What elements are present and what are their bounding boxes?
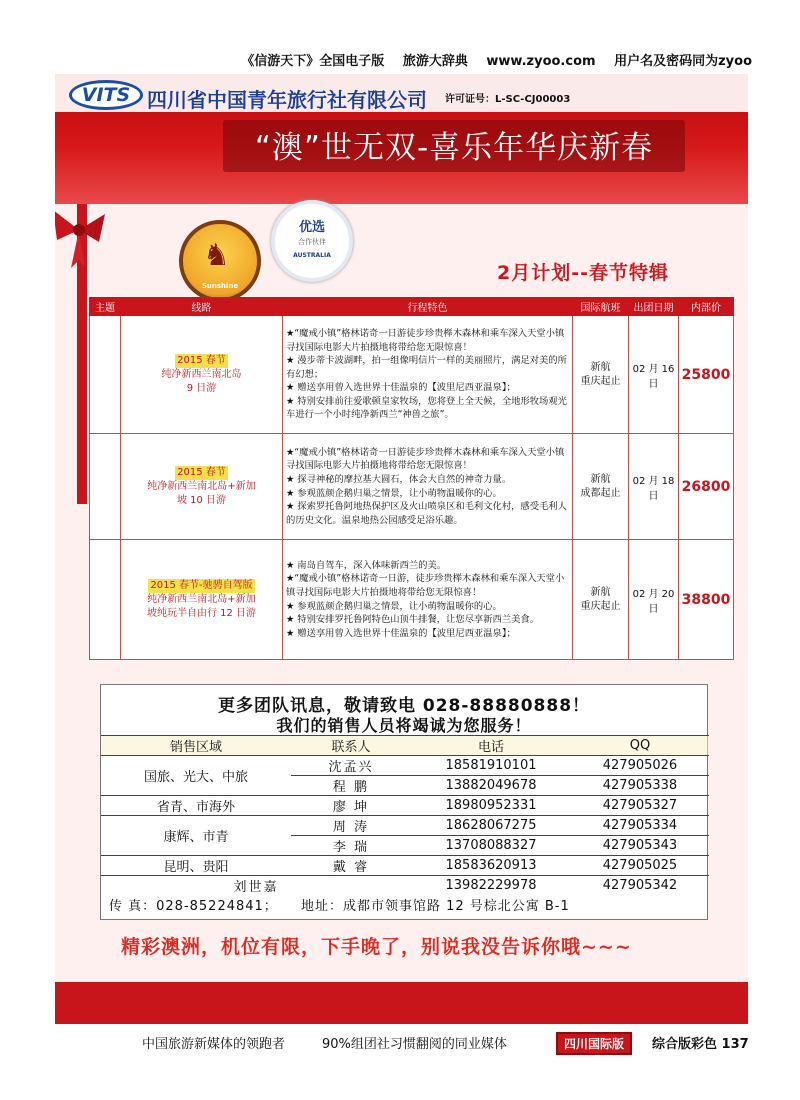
fax-address-line — [109, 895, 570, 914]
col-qq: QQ — [571, 736, 709, 756]
website-link[interactable]: www.zyoo.com — [486, 54, 596, 69]
itinerary-table — [89, 297, 734, 660]
airline-cell — [573, 434, 629, 540]
tagline-leader: 中国旅游新媒体的领跑者 — [142, 1037, 286, 1052]
feature-item: ★ 探寻神秘的摩拉基大圆石，体会大自然的神奇力量。 — [286, 473, 512, 485]
company-name: 四川省中国青年旅行社有限公司 — [147, 88, 427, 112]
feature-item: ★ 特别安排罗托鲁阿特色山顶牛排餐，让您尽享新西兰美食。 — [286, 614, 540, 626]
date-cell: 02 月 16 日 — [629, 316, 679, 434]
contact-qq: 427905334 — [571, 816, 709, 836]
route-line: 坡纯玩半自由行 12 日游 — [146, 607, 257, 619]
kangaroo-icon: ♞ — [203, 238, 230, 273]
contact-phone[interactable]: 18581910101 — [411, 756, 571, 776]
contact-header-row — [101, 736, 709, 756]
contact-qq: 427905327 — [571, 796, 709, 816]
route-cell — [121, 316, 283, 434]
feature-item: ★ 赠送享用曾入选世界十佳温泉的【波里尼西亚温泉】； — [286, 382, 516, 394]
vits-logo: VITS — [69, 80, 143, 110]
route-year: 2015 春节 — [177, 466, 226, 478]
col-date: 出团日期 — [629, 298, 679, 316]
airline-name: 新航 — [590, 473, 611, 485]
tagline-media: 90%组团社习惯翻阅的同业媒体 — [322, 1037, 507, 1052]
contact-qq: 427905343 — [571, 836, 709, 856]
license-number: 许可证号：L-SC-CJ00003 — [445, 94, 571, 105]
feature-item: ★ 探索罗托鲁阿地热保护区及火山喷泉区和毛利文化村，感受毛利人的历史文化。温泉地热公园感受足浴乐趣。 — [286, 501, 567, 526]
page-number: 综合版彩色 137 — [652, 1037, 749, 1052]
contact-phone[interactable]: 18583620913 — [411, 856, 571, 876]
table-row — [101, 816, 709, 836]
col-features: 行程特色 — [283, 298, 573, 316]
contact-qq: 427905025 — [571, 856, 709, 876]
theme-cell — [90, 316, 121, 434]
table-row — [101, 796, 709, 816]
slogan: “澳”世无双-喜乐年华庆新春 — [254, 130, 654, 166]
route-year: 2015 春节 — [177, 354, 226, 366]
sunshine-logo-text: Sunshine — [201, 282, 239, 290]
table-row — [90, 540, 734, 660]
col-region: 销售区域 — [101, 736, 291, 756]
region-cell: 国旅、光大、中旅 — [101, 756, 291, 796]
features-cell — [283, 434, 573, 540]
feature-item: ★ 赠送享用曾入选世界十佳温泉的【波里尼西亚温泉】； — [286, 627, 516, 639]
preferred-partner-logo — [271, 200, 353, 282]
contact-qq: 427905026 — [571, 756, 709, 776]
contact-name: 周 涛 — [291, 816, 411, 836]
col-route: 线路 — [121, 298, 283, 316]
col-theme: 主题 — [90, 298, 121, 316]
itinerary-header-row — [90, 298, 734, 316]
edition-badge: 四川国际版 — [556, 1032, 632, 1055]
col-airline: 国际航班 — [573, 298, 629, 316]
price-cell: 26800 — [679, 434, 734, 540]
airline-route: 成都起止 — [580, 487, 621, 499]
dictionary-label: 旅游大辞典 — [402, 54, 468, 69]
contact-phone[interactable]: 18980952331 — [411, 796, 571, 816]
table-row — [90, 434, 734, 540]
contact-box — [100, 684, 708, 920]
col-phone: 电话 — [411, 736, 571, 756]
route-line: 纯净新西兰南北岛+新加 — [147, 593, 256, 605]
contact-name: 沈孟兴 — [291, 756, 411, 776]
theme-cell — [90, 540, 121, 660]
route-cell — [121, 434, 283, 540]
contact-qq: 427905342 — [571, 876, 709, 896]
partner-logo-australia: AUSTRALIA — [293, 252, 331, 259]
partner-logo-sub: 合作伙伴 — [298, 238, 326, 246]
price-cell: 25800 — [679, 316, 734, 434]
fax-number: 传 真：028-85224841； — [109, 899, 278, 914]
route-year: 2015 春节-驰骋自驾版 — [150, 579, 253, 591]
route-line: 纯净新西兰南北岛+新加 — [147, 480, 256, 492]
contact-phone[interactable]: 13982229978 — [411, 876, 571, 896]
top-header — [0, 50, 800, 72]
table-row — [101, 876, 709, 896]
airline-route: 重庆起止 — [580, 375, 621, 387]
airline-name: 新航 — [590, 586, 611, 598]
col-price: 内部价 — [679, 298, 734, 316]
bow-icon — [55, 200, 109, 270]
route-line: 坡 10 日游 — [176, 494, 227, 506]
sunshine-logo — [179, 220, 261, 302]
airline-cell — [573, 316, 629, 434]
partner-logo-main: 优选 — [298, 220, 325, 235]
login-hint: 用户名及密码同为zyoo — [614, 54, 752, 69]
region-cell: 省青、市海外 — [101, 796, 291, 816]
hotline-heading: 更多团队讯息，敬请致电 028-88880888！ — [217, 696, 591, 716]
contact-qq: 427905338 — [571, 776, 709, 796]
contact-phone[interactable]: 13882049678 — [411, 776, 571, 796]
table-row — [101, 756, 709, 776]
contact-name: 李 瑞 — [291, 836, 411, 856]
contact-phone[interactable]: 13708088327 — [411, 836, 571, 856]
service-heading: 我们的销售人员将竭诚为您服务！ — [276, 716, 532, 735]
route-line: 纯净新西兰南北岛 — [161, 368, 242, 380]
magazine-title: 《信游天下》全国电子版 — [241, 54, 385, 69]
call-to-action: 精彩澳洲，机位有限，下手晚了，别说我没告诉你哦~~~ — [121, 936, 632, 958]
route-line: 9 日游 — [186, 382, 217, 394]
feature-item: ★“魔戒小镇”格林诺奇一日游，徒步珍贵榉木森林和乘车深入天堂小镇寻找国际电影大片拍摄地将带给您无限惊喜！ — [286, 573, 565, 598]
features-cell — [283, 540, 573, 660]
table-row — [90, 316, 734, 434]
region-cell: 康辉、市青 — [101, 816, 291, 856]
airline-cell — [573, 540, 629, 660]
contact-name: 戴 睿 — [291, 856, 411, 876]
footer-band — [55, 982, 748, 1024]
sales-contact-table — [101, 735, 709, 896]
date-cell: 02 月 18 日 — [629, 434, 679, 540]
feature-item: ★ 参观蓝颜企鹅归巢之情景，让小萌物温暖你的心。 — [286, 487, 502, 499]
feature-item: ★ 参观蓝颜企鹅归巢之情景，让小萌物温暖你的心。 — [286, 600, 502, 612]
feature-item: ★ 特别安排前往爱歌顿皇家牧场，您将登上全天候，全地形牧场观光车进行一个小时纯净新西兰“神兽之旅”。 — [286, 395, 567, 421]
table-row — [101, 856, 709, 876]
bottom-tagline — [0, 1031, 800, 1055]
region-cell: 昆明、贵阳 — [101, 856, 291, 876]
ad-panel — [55, 74, 748, 1024]
feature-item: ★ 漫步蒂卡波湖畔，拍一组像明信片一样的美丽照片，满足对美的所有幻想； — [286, 355, 567, 380]
features-cell — [283, 316, 573, 434]
office-address: 地址：成都市领事馆路 12 号棕北公寓 B-1 — [300, 899, 570, 914]
date-cell: 02 月 20 日 — [629, 540, 679, 660]
contact-name: 刘世嘉 — [101, 876, 411, 896]
contact-name: 廖 坤 — [291, 796, 411, 816]
feature-item: ★“魔戒小镇”格林诺奇一日游徒步珍贵榉木森林和乘车深入天堂小镇寻找国际电影大片拍摄地将带给您无限惊喜！ — [286, 327, 565, 353]
airline-name: 新航 — [590, 361, 611, 373]
route-cell — [121, 540, 283, 660]
feature-title: 2月计划--春节特辑 — [497, 262, 669, 284]
price-cell: 38800 — [679, 540, 734, 660]
feature-item: ★“魔戒小镇”格林诺奇一日游徒步珍贵榉木森林和乘车深入天堂小镇寻找国际电影大片拍摄地将带给您无限惊喜！ — [286, 446, 565, 472]
airline-route: 重庆起止 — [580, 600, 621, 612]
feature-item: ★ 南岛自驾车，深入体味新西兰的美。 — [286, 559, 447, 571]
contact-name: 程 鹏 — [291, 776, 411, 796]
theme-cell — [90, 434, 121, 540]
col-contact: 联系人 — [291, 736, 411, 756]
contact-phone[interactable]: 18628067275 — [411, 816, 571, 836]
